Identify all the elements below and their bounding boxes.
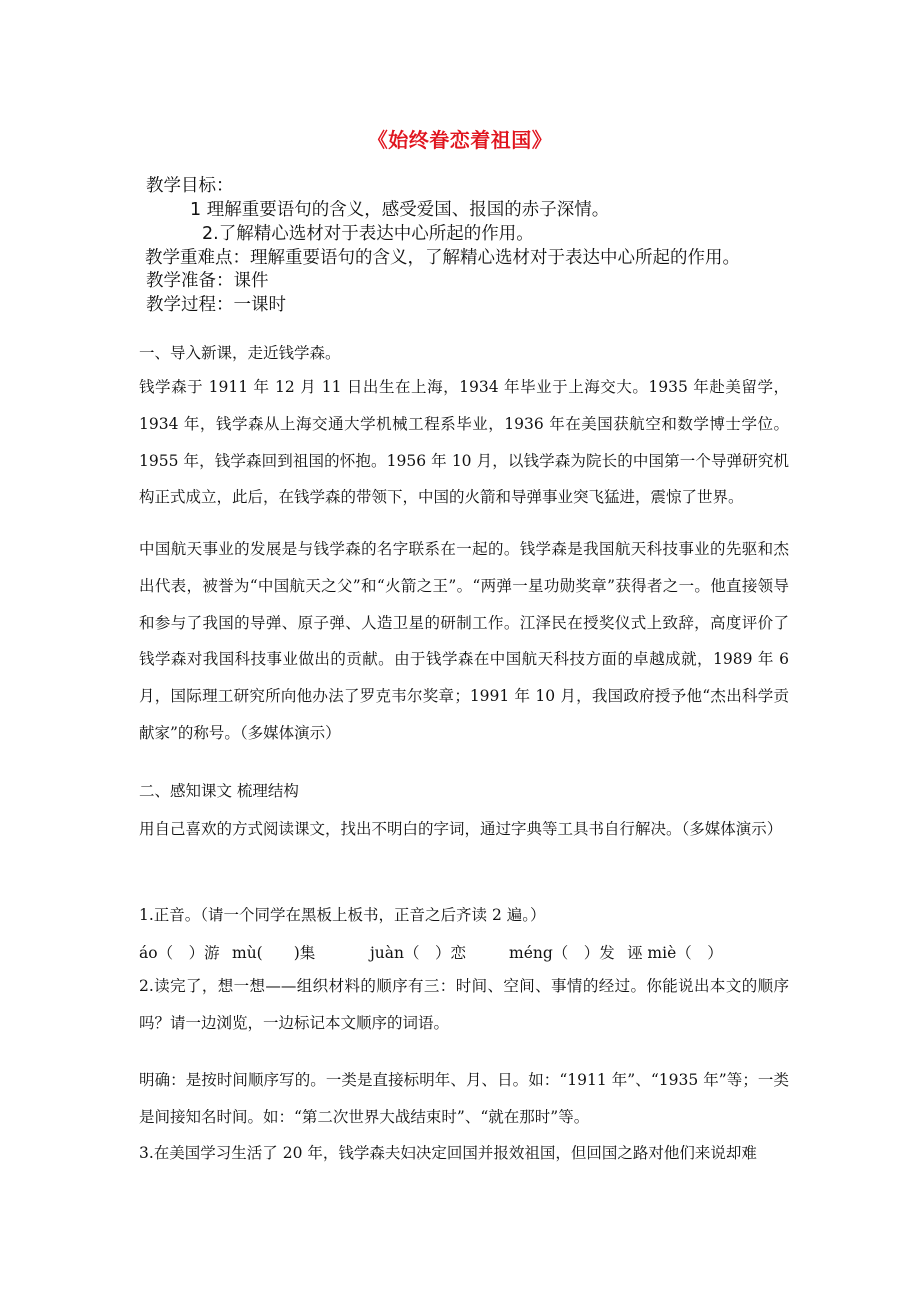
pinyin-item: 诬 miè（ ）	[627, 944, 723, 962]
document-title: 《始终眷恋着祖国》	[367, 128, 553, 152]
teaching-process: 教学过程：一课时	[146, 295, 286, 315]
item-2: 2.读完了，想一想——组织材料的顺序有三：时间、空间、事情的经过。你能说出本文的顺序吗？请一边浏览，一边标记本文顺序的词语。	[139, 977, 789, 1032]
objectives-heading: 教学目标：	[146, 176, 234, 196]
pinyin-item: juàn（ ）恋	[370, 944, 467, 962]
answer: 明确：是按时间顺序写的。一类是直接标明年、月、日。如：“1911 年”、“1935 年”等；一类是间接知名时间。如：“第二次世界大战结束时”、“就在那时”等。	[139, 1071, 789, 1126]
section-1-heading: 一、导入新课，走近钱学森。	[139, 344, 341, 362]
key-points: 教学重难点：理解重要语句的含义，了解精心选材对于表达中心所起的作用。	[145, 248, 740, 268]
objective-2: 2.了解精心选材对于表达中心所起的作用。	[202, 224, 534, 244]
paragraph-3: 用自己喜欢的方式阅读课文，找出不明白的字词，通过字典等工具书自行解决。（多媒体演示）	[139, 820, 783, 838]
pinyin-item: méng（ ）发	[509, 944, 615, 962]
paragraph-2: 中国航天事业的发展是与钱学森的名字联系在一起的。钱学森是我国航天科技事业的先驱和杰出代表，被誉为“中国航天之父”和“火箭之王”。“两弹一星功勋奖章”获得者之一。他直接领导和参与了我国的导弹、原子弹、人造卫星的研制工作。江泽民在授奖仪式上致辞，高度评价了钱学森对我国科技事业做出的贡献。由于钱学森在中国航天科技方面的卓越成就，1989 年 6 月，国际理工研究所向他办法了罗克韦尔奖章；1991 年 10 月，我国政府授予他“杰出科学贡献家”的称号。（多媒体演示）	[139, 540, 789, 742]
section-2-heading: 二、感知课文 梳理结构	[139, 782, 299, 800]
item-3: 3.在美国学习生活了 20 年，钱学森夫妇决定回国并报效祖国，但回国之路对他们来说却难	[139, 1144, 757, 1162]
preparation: 教学准备：课件	[146, 271, 269, 291]
pinyin-exercise	[139, 943, 723, 963]
item-1: 1.正音。（请一个同学在黑板上板书，正音之后齐读 2 遍。）	[139, 906, 546, 924]
pinyin-item: mù( )集	[232, 944, 316, 962]
pinyin-item: áo（ ）游	[139, 944, 220, 962]
paragraph-1: 钱学森于 1911 年 12 月 11 日出生在上海，1934 年毕业于上海交大。1935 年赴美留学，1934 年，钱学森从上海交通大学机械工程系毕业，1936 年在美国获航空和数学博士学位。1955 年，钱学森回到祖国的怀抱。1956 年 10 月，以钱学森为院长的中国第一个导弹研究机构正式成立，此后，在钱学森的带领下，中国的火箭和导弹事业突飞猛进，震惊了世界。	[139, 378, 789, 507]
objective-1: 1 理解重要语句的含义，感受爱国、报国的赤子深情。	[190, 200, 610, 220]
